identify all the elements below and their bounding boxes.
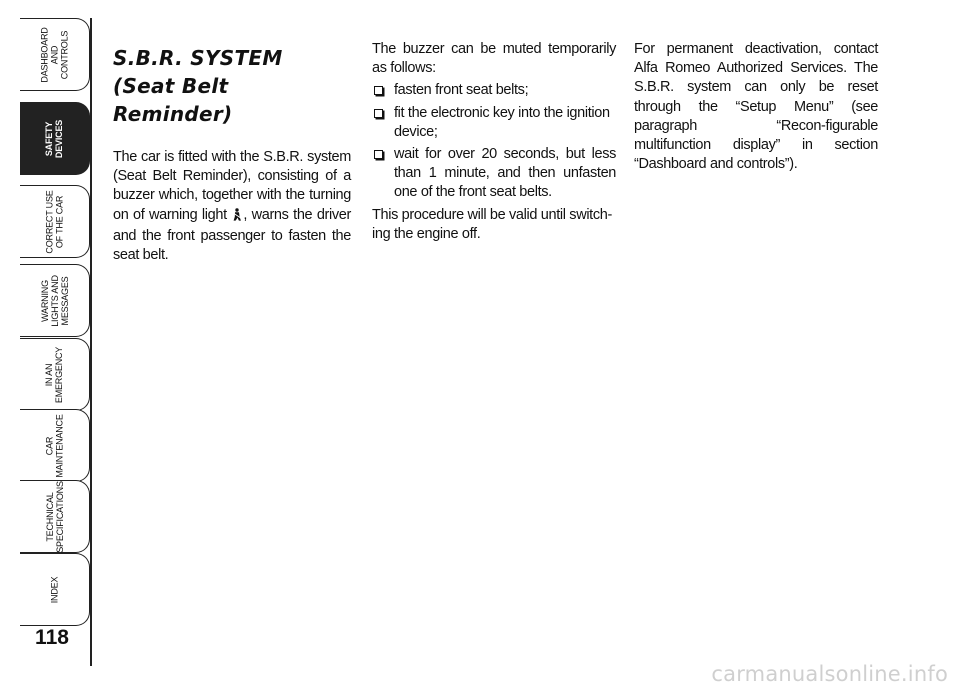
tab-label: IN AN EMERGENCY bbox=[44, 346, 65, 403]
section-title bbox=[113, 44, 351, 128]
tab-car-maintenance[interactable] bbox=[20, 409, 90, 482]
mute-lead: The buzzer can be muted temporarily as follows: bbox=[372, 41, 616, 77]
tab-label: TECHNICAL SPECIFICATIONS bbox=[44, 480, 65, 553]
page-number: 118 bbox=[35, 626, 69, 649]
tab-index[interactable] bbox=[20, 553, 90, 626]
tab-label: DASHBOARD AND CONTROLS bbox=[39, 26, 70, 83]
seat-belt-warning-icon bbox=[232, 208, 242, 227]
checkbox-bullet-icon bbox=[374, 86, 383, 95]
tab-label: INDEX bbox=[49, 576, 60, 603]
list-item bbox=[372, 81, 616, 100]
step-text: wait for over 20 seconds, but less than 1 minute, and then unfasten one of the front seat belts. bbox=[394, 146, 616, 201]
column-permanent-deactivation bbox=[634, 40, 878, 174]
sidebar-spine bbox=[90, 18, 92, 666]
tab-technical-specifications[interactable] bbox=[20, 480, 90, 553]
tab-in-an-emergency[interactable] bbox=[20, 338, 90, 411]
intro-text-end: , warns the driver and the front passenger to fasten the seat belt. bbox=[113, 206, 351, 264]
column-sbr-intro bbox=[113, 40, 351, 265]
list-item bbox=[372, 145, 616, 203]
tab-warning-lights-and-messages[interactable] bbox=[20, 264, 90, 337]
list-item bbox=[372, 104, 616, 142]
permanent-deactivation-text: For permanent deactivation, contact Alfa Romeo Authorized Services. The S.B.R. system can only be reset through the “Setup Menu” (see paragraph “Recon-figurable multifunction display” in section “Dashboard and controls”). bbox=[634, 41, 878, 173]
tab-label: SAFETY DEVICES bbox=[44, 119, 65, 158]
checkbox-bullet-icon bbox=[374, 109, 383, 118]
intro-paragraph bbox=[113, 148, 351, 265]
step-text: fasten front seat belts; bbox=[394, 82, 529, 99]
section-title-line1: S.B.R. SYSTEM bbox=[113, 46, 283, 70]
tab-correct-use-of-the-car[interactable] bbox=[20, 185, 90, 258]
tab-label: CORRECT USE OF THE CAR bbox=[44, 189, 65, 254]
section-title-line2: (Seat Belt Reminder) bbox=[113, 74, 233, 126]
tab-dashboard-and-controls[interactable] bbox=[20, 18, 90, 91]
watermark: carmanualsonline.info bbox=[711, 662, 948, 686]
checkbox-bullet-icon bbox=[374, 150, 383, 159]
tab-label: WARNING LIGHTS AND MESSAGES bbox=[39, 274, 70, 327]
mute-note: This procedure will be valid until switch-ing the engine off. bbox=[372, 206, 612, 242]
tab-safety-devices[interactable] bbox=[20, 102, 90, 175]
intro-text-start: The car is fitted with the S.B.R. system (Seat Belt Reminder), consisting of a buzzer which, together with the turning on of warning light bbox=[113, 149, 351, 223]
column-mute-procedure bbox=[372, 40, 616, 244]
step-text: fit the electronic key into the ignition device; bbox=[394, 104, 610, 140]
tab-label: CAR MAINTENANCE bbox=[44, 413, 65, 478]
chapter-sidebar bbox=[20, 18, 90, 666]
mute-steps-list bbox=[372, 81, 616, 202]
